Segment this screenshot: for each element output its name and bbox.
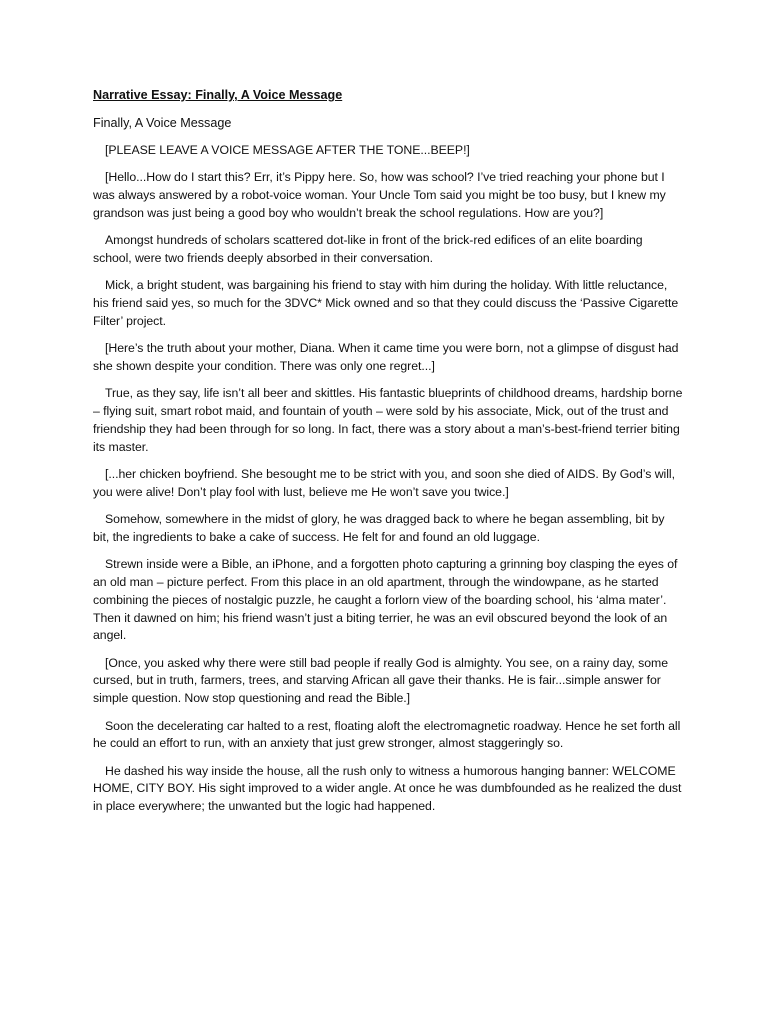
essay-title: Narrative Essay: Finally, A Voice Message — [93, 88, 343, 102]
paragraph-midst-of-glory: Somehow, somewhere in the midst of glory, he was dragged back to where he began assembling, bit by bit, the ingredients to bake a cake of success. He felt for and found an old luggage. — [93, 512, 665, 544]
paragraph-decelerating-car: Soon the decelerating car halted to a rest, floating aloft the electromagnetic roadway. Hence he set forth all he could an effort to run, with an anxiety that just grew stronger, almost staggeringly so. — [93, 718, 681, 751]
paragraph-voice-prompt: [PLEASE LEAVE A VOICE MESSAGE AFTER THE TONE...BEEP!] — [105, 143, 470, 157]
paragraph-beer-skittles: True, as they say, life isn’t all beer and skittles. His fantastic blueprints of childhood dreams, hardship borne – flying suit, smart robot maid, and fountain of youth – were sold by his associate, Mick, out of the trust and friendship they had been through for so long. In fact, there was a story about a man’s-best-friend terrier biting its master. — [93, 386, 683, 454]
paragraph-strewn-inside: Strewn inside were a Bible, an iPhone, and a forgotten photo capturing a grinning boy clasping the eyes of an old man – picture perfect. From this place in an old apartment, through the windowpane, as he started combining the pieces of nostalgic puzzle, he caught a forlorn view of the boarding school, his ‘alma mater’. Then it dawned on him; his friend wasn’t just a biting terrier, he was an evil obscured beyond the look of an angel. — [93, 557, 678, 643]
document-page — [93, 86, 683, 826]
paragraph-god-almighty: [Once, you asked why there were still bad people if really God is almighty. You see, on a rainy day, some cursed, but in truth, farmers, trees, and starving African all gave their thanks. He is fair...simple answer for simple question. Now stop questioning and read the Bible.] — [93, 655, 668, 706]
paragraph-scholars: Amongst hundreds of scholars scattered dot-like in front of the brick-red edifices of an elite boarding school, were two friends deeply absorbed in their conversation. — [93, 233, 643, 265]
essay-subtitle: Finally, A Voice Message — [93, 116, 232, 130]
paragraph-welcome-home: He dashed his way inside the house, all the rush only to witness a humorous hanging banner: WELCOME HOME, CITY BOY. His sight improved to a wider angle. At once he was dumbfounded as he realized the dust in place everywhere; the unwanted but the logic had happened. — [93, 763, 682, 814]
paragraph-hello: [Hello...How do I start this? Err, it’s Pippy here. So, how was school? I’ve tried reaching your phone but I was always answered by a robot-voice woman. Your Uncle Tom said you might be too busy, but I knew my grandson was just being a good boy who wouldn’t break the school regulations. How are you?] — [93, 170, 666, 220]
paragraph-mick: Mick, a bright student, was bargaining his friend to stay with him during the holiday. With little reluctance, his friend said yes, so much for the 3DVC* Mick owned and so that they could discuss the ‘Passive Cigarette Filter’ project. — [93, 278, 679, 328]
paragraph-mother-truth: [Here’s the truth about your mother, Diana. When it came time you were born, not a glimpse of disgust had she shown despite your condition. There was only one regret...] — [93, 341, 679, 373]
paragraph-chicken-boyfriend: [...her chicken boyfriend. She besought me to be strict with you, and soon she died of AIDS. By God’s will, you were alive! Don’t play fool with lust, believe me He won’t save you twice.] — [93, 466, 675, 499]
